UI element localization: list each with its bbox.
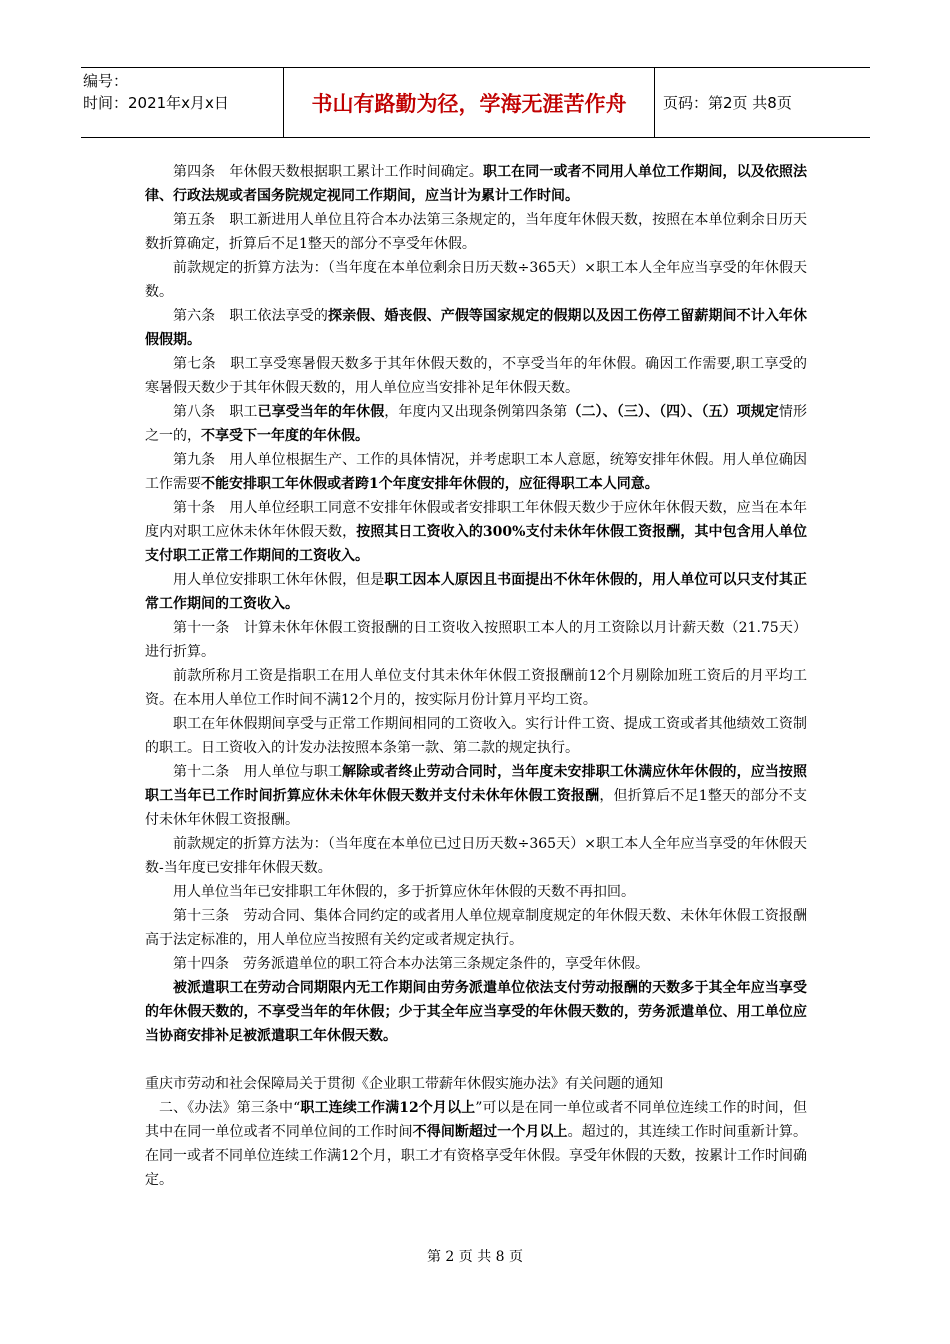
paragraph: 第五条 职工新进用人单位且符合本办法第三条规定的，当年度年休假天数，按照在本单位剩余日历天数折算确定，折算后不足1整天的部分不享受年休假。 — [145, 212, 807, 252]
page-footer: 第 2 页 共 8 页 — [426, 1249, 524, 1265]
paragraph: 第十一条 计算未休年休假工资报酬的日工资收入按照职工本人的月工资除以月计薪天数（21.75天）进行折算。 — [145, 620, 807, 660]
paragraph: 第四条 年休假天数根据职工累计工作时间确定。职工在同一或者不同用人单位工作期间，以及依照法律、行政法规或者国务院规定视同工作期间，应当计为累计工作时间。 — [145, 164, 807, 204]
paragraph: 职工在年休假期间享受与正常工作期间相同的工资收入。实行计件工资、提成工资或者其他绩效工资制的职工。日工资收入的计发办法按照本条第一款、第二款的规定执行。 — [145, 716, 807, 756]
notice-paragraph: 二、《办法》第三条中“职工连续工作满12个月以上”可以是在同一单位或者不同单位连续工作的时间，但其中在同一单位或者不同单位间的工作时间不得间断超过一个月以上。超过的，其连续工作时间重新计算。在同一或者不同单位连续工作满12个月，职工才有资格享受年休假。享受年休假的天数，按累计工作时间确定。 — [145, 1100, 808, 1188]
paragraph: 第七条 职工享受寒暑假天数多于其年休假天数的，不享受当年的年休假。确因工作需要,职工享受的寒暑假天数少于其年休假天数的，用人单位应当安排补足年休假天数。 — [145, 356, 807, 396]
paragraph: 被派遣职工在劳动合同期限内无工作期间由劳务派遣单位依法支付劳动报酬的天数多于其全年应当享受的年休假天数的，不享受当年的年休假；少于其全年应当享受的年休假天数的，劳务派遣单位、用工单位应当协商安排补足被派遣职工年休假天数。 — [145, 980, 807, 1044]
header-page-number: 页码：第2页 共8页 — [663, 94, 792, 112]
page-header — [81, 67, 870, 138]
paragraph: 第九条 用人单位根据生产、工作的具体情况，并考虑职工本人意愿，统筹安排年休假。用人单位确因工作需要不能安排职工年休假或者跨1个年度安排年休假的，应征得职工本人同意。 — [145, 452, 807, 492]
notice-title: 重庆市劳动和社会保障局关于贯彻《企业职工带薪年休假实施办法》有关问题的通知 — [145, 1076, 663, 1092]
paragraph: 前款所称月工资是指职工在用人单位支付其未休年休假工资报酬前12个月剔除加班工资后的月平均工资。在本用人单位工作时间不满12个月的，按实际月份计算月平均工资。 — [145, 668, 807, 708]
number-label: 编号： — [83, 72, 129, 90]
paragraph: 第八条 职工已享受当年的年休假，年度内又出现条例第四条第（二）、（三）、（四）、（五）项规定情形之一的，不享受下一年度的年休假。 — [145, 404, 808, 444]
date-label: 时间：2021年x月x日 — [83, 94, 229, 112]
paragraph: 第六条 职工依法享受的探亲假、婚丧假、产假等国家规定的假期以及因工伤停工留薪期间不计入年休假假期。 — [145, 308, 807, 348]
header-meta — [81, 68, 283, 137]
paragraph: 第十二条 用人单位与职工解除或者终止劳动合同时，当年度未安排职工休满应休年休假的，应当按照职工当年已工作时间折算应休未休年休假天数并支付未休年休假工资报酬，但折算后不足1整天的部分不支付未休年休假工资报酬。 — [145, 764, 808, 828]
paragraph: 第十三条 劳动合同、集体合同约定的或者用人单位规章制度规定的年休假天数、未休年休假工资报酬高于法定标准的，用人单位应当按照有关约定或者规定执行。 — [145, 908, 807, 948]
paragraph: 第十条 用人单位经职工同意不安排年休假或者安排职工年休假天数少于应休年休假天数，应当在本年度内对职工应休未休年休假天数，按照其日工资收入的300%支付未休年休假工资报酬，其中包含用人单位支付职工正常工作期间的工资收入。 — [145, 500, 807, 564]
document-body — [145, 160, 807, 1192]
paragraph: 前款规定的折算方法为：（当年度在本单位剩余日历天数÷365天）×职工本人全年应当享受的年休假天数。 — [145, 260, 807, 300]
paragraph: 前款规定的折算方法为：（当年度在本单位已过日历天数÷365天）×职工本人全年应当享受的年休假天数-当年度已安排年休假天数。 — [145, 836, 807, 876]
header-motto: 书山有路勤为径，学海无涯苦作舟 — [283, 68, 655, 137]
paragraph: 第十四条 劳务派遣单位的职工符合本办法第三条规定条件的，享受年休假。 — [173, 956, 649, 972]
paragraph: 用人单位当年已安排职工年休假的，多于折算应休年休假的天数不再扣回。 — [173, 884, 635, 900]
paragraph: 用人单位安排职工休年休假，但是职工因本人原因且书面提出不休年休假的，用人单位可以只支付其正常工作期间的工资收入。 — [145, 572, 808, 612]
